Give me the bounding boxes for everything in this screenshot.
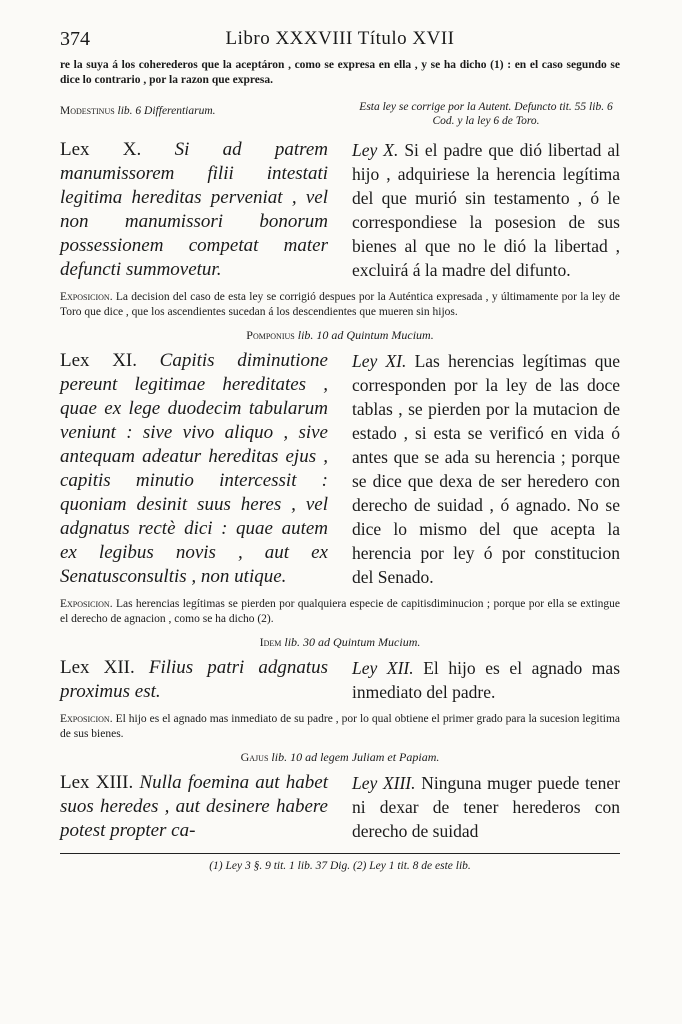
exposition-body: La decision del caso de esta ley se corrigió despues por la Auténtica expresada , y últimamente por la ley de Toro que dice , que los ascendientes sucedan á los descendientes que mueren sin hijos. (60, 291, 621, 318)
spanish-body: Ninguna muger puede tener ni dexar de tener herederos con derecho de suidad (352, 773, 620, 841)
latin-text (60, 138, 328, 282)
latin-body: Nulla foemina aut habet suos heredes , aut desinere habere potest propter ca- (60, 772, 329, 841)
source-line (60, 750, 620, 765)
latin-heading: Lex XIII. (60, 772, 134, 793)
law-row (60, 656, 620, 704)
law-row (60, 138, 620, 282)
source-row (60, 100, 620, 128)
spanish-text (352, 656, 620, 704)
spanish-text (352, 771, 620, 843)
source-author: Gajus (240, 750, 269, 764)
footnote-rule (60, 853, 620, 854)
page-header (60, 28, 620, 54)
latin-body: Capitis diminutione pereunt legitimae hereditates , quae ex lege duodecim tabularum veniunt : sive vivo aliquo , sive antequam adeatur hereditas ejus , capitis minutio intercessit : quoniam desinit suus heres , vel adgnatus rectè dici : quae autem ex legibus novis , aut ex Senatusconsultis , non utique. (60, 350, 328, 587)
spanish-body: Las herencias legítimas que corresponden por la ley de las doce tablas , se pierden por la mutacion de estado , si esta se verificó en vida ó antes que se ada su herencia ; porque se dice que dexa de ser heredero con derecho de suidad , ó agnado. No se dice lo mismo del que acepta la herencia por ley ó por constitucion del Senado. (352, 351, 620, 587)
source-author: Pomponius (246, 328, 295, 342)
law-row (60, 771, 620, 843)
source-author: Modestinus (60, 105, 115, 117)
spanish-heading: Ley X. (352, 140, 399, 160)
spanish-text (352, 138, 620, 282)
spanish-text (352, 349, 620, 589)
source-line (60, 328, 620, 343)
exposition-label: Exposicion. (60, 291, 113, 303)
spanish-heading: Ley XIII. (352, 773, 416, 793)
exposition-label: Exposicion. (60, 713, 113, 725)
source-detail: lib. 10 ad legem Juliam et Papiam. (271, 750, 440, 764)
latin-heading: Lex XII. (60, 657, 135, 678)
latin-text (60, 771, 328, 843)
exposition (60, 597, 620, 627)
exposition (60, 712, 620, 742)
source-author: Idem (259, 635, 282, 649)
page-number: 374 (60, 28, 90, 50)
page (60, 28, 620, 872)
law-row (60, 349, 620, 589)
running-title: Libro XXXVIII Título XVII (225, 28, 455, 49)
spanish-heading: Ley XI. (352, 351, 407, 371)
continuation-text: re la suya á los coherederos que la aceptáron , como se expresa en ella , y se ha dicho (1) : en el caso segundo se dice lo contrario , por la razon que expresa. (60, 59, 620, 86)
latin-heading: Lex XI. (60, 350, 137, 371)
spanish-body: El hijo es el agnado mas inmediato del padre. (352, 658, 620, 702)
latin-heading: Lex X. (60, 139, 142, 160)
source-detail: lib. 30 ad Quintum Mucium. (284, 635, 421, 649)
source-detail: lib. 10 ad Quintum Mucium. (297, 328, 434, 342)
latin-text (60, 349, 328, 589)
source-detail: lib. 6 Differentiarum. (117, 105, 216, 117)
latin-text (60, 656, 328, 704)
spanish-body: Si el padre que dió libertad al hijo , adquiriese la herencia legítima del que murió sin testamento , ó le correspondiese la posesion de sus bienes al que no le dió la libertad , excluirá á la madre del difunto. (352, 140, 621, 280)
source-right-note: Esta ley se corrige por la Autent. Defuncto tit. 55 lib. 6 Cod. y la ley 6 de Toro. (359, 101, 613, 127)
latin-body: Si ad patrem manumissorem filii intestati legitima hereditas perveniat , vel non manumissori bonorum possessionem competat mater defuncti summovetur. (60, 139, 329, 280)
source-left (60, 100, 328, 128)
exposition-body: Las herencias legítimas se pierden por qualquiera especie de capitisdiminucion ; porque por ella se extingue el derecho de agnacion , como se ha dicho (2). (60, 598, 620, 625)
source-line (60, 635, 620, 650)
footnotes: (1) Ley 3 §. 9 tit. 1 lib. 37 Dig. (2) Ley 1 tit. 8 de este lib. (209, 860, 471, 872)
exposition (60, 290, 620, 320)
exposition-body: El hijo es el agnado mas inmediato de su padre , por lo qual obtiene el primer grado para la sucesion legitima de sus bienes. (60, 713, 621, 740)
latin-body: Filius patri adgnatus proximus est. (60, 657, 328, 702)
spanish-heading: Ley XII. (352, 658, 414, 678)
exposition-label: Exposicion. (60, 598, 113, 610)
